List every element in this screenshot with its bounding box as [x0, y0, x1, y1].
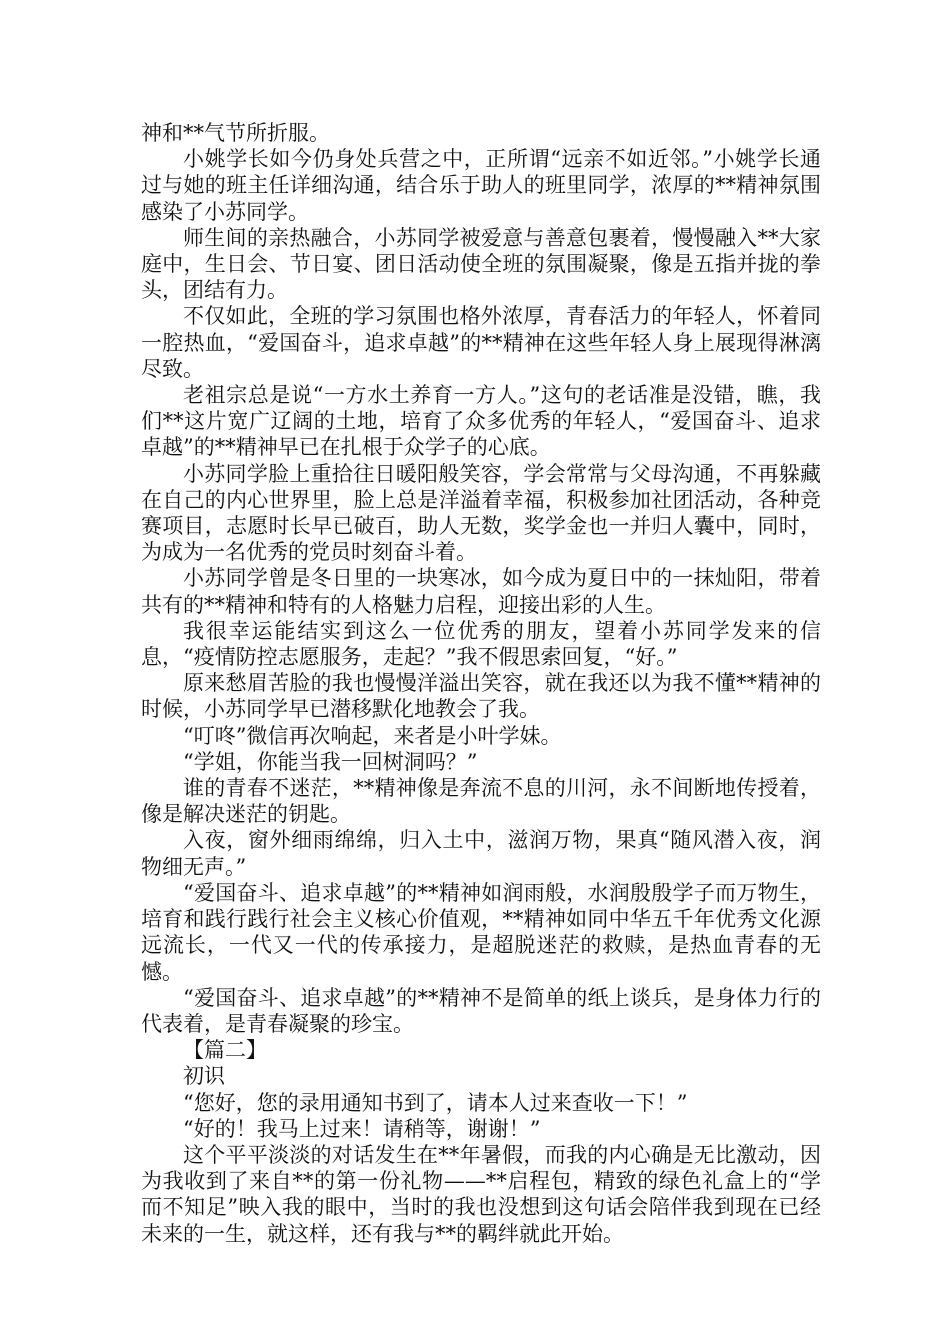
paragraph: “好的！我马上过来！请稍等，谢谢！” — [183, 1116, 541, 1141]
paragraph: 师生间的亲热融合，小苏同学被爱意与善意包裹着，慢慢融入**大家庭中，生日会、节日宴、团日活动使全班的氛围凝聚，像是五指并拢的拳头，团结有力。 — [141, 225, 821, 303]
paragraph: 小苏同学脸上重拾往日暖阳般笑容，学会常常与父母沟通，不再躲藏在自己的内心世界里，脸上总是洋溢着幸福，积极参加社团活动，各种竞赛项目，志愿时长早已破百，助人无数，奖学金也一并归人囊中，同时，为成为一名优秀的党员时刻奋斗着。 — [141, 461, 821, 565]
paragraph: 入夜，窗外细雨绵绵，归入土中，滋润万物，果真“随风潜入夜，润物细无声。” — [141, 828, 821, 879]
section-heading: 【篇二】 — [183, 1038, 267, 1063]
paragraph: “爱国奋斗、追求卓越”的**精神如润雨般，水润殷殷学子而万物生，培育和践行践行社会主义核心价值观，**精神如同中华五千年优秀文化源远流长，一代又一代的传承接力，是超脱迷茫的救赎，是热血青春的无憾。 — [141, 880, 821, 984]
paragraph: 老祖宗总是说“一方水土养育一方人。”这句的老话准是没错，瞧，我们**这片宽广辽阔的土地，培育了众多优秀的年轻人，“爱国奋斗、追求卓越”的**精神早已在扎根于众学子的心底。 — [141, 383, 821, 460]
paragraph: 谁的青春不迷茫，**精神像是奔流不息的川河，永不间断地传授着，像是解决迷茫的钥匙。 — [141, 776, 821, 827]
paragraph: 原来愁眉苦脸的我也慢慢洋溢出笑容，就在我还以为我不懂**精神的时候，小苏同学早已潜移默化地教会了我。 — [141, 671, 821, 722]
subsection-heading: 初识 — [183, 1064, 225, 1089]
paragraph: 小苏同学曾是冬日里的一块寒冰，如今成为夏日中的一抹灿阳，带着共有的**精神和特有的人格魅力启程，迎接出彩的人生。 — [141, 566, 821, 617]
paragraph: 我很幸运能结实到这么一位优秀的朋友，望着小苏同学发来的信息，“疫情防控志愿服务，走起？”我不假思索回复，“好。” — [141, 618, 821, 670]
paragraph: 这个平平淡淡的对话发生在**年暑假，而我的内心确是无比激动，因为我收到了来自**的第一份礼物——**启程包，精致的绿色礼盒上的“学而不知足”映入我的眼中，当时的我也没想到这句话会陪伴我到现在已经未来的一生，就这样，还有我与**的羁绊就此开始。 — [141, 1142, 821, 1246]
paragraph-continuation: 神和**气节所折服。 — [141, 121, 330, 145]
document-body — [141, 120, 821, 1247]
paragraph: 小姚学长如今仍身处兵营之中，正所谓“远亲不如近邻。”小姚学长通过与她的班主任详细沟通，结合乐于助人的班里同学，浓厚的**精神氛围感染了小苏同学。 — [141, 147, 821, 224]
paragraph: 不仅如此，全班的学习氛围也格外浓厚，青春活力的年轻人，怀着同一腔热血，“爱国奋斗，追求卓越”的**精神在这些年轻人身上展现得淋漓尽致。 — [141, 304, 821, 381]
paragraph: “您好，您的录用通知书到了，请本人过来查收一下！” — [183, 1090, 688, 1115]
paragraph: “学姐，你能当我一回树洞吗？” — [183, 749, 478, 774]
paragraph: “叮咚”微信再次响起，来者是小叶学妹。 — [183, 723, 562, 748]
paragraph: “爱国奋斗、追求卓越”的**精神不是简单的纸上谈兵，是身体力行的代表着，是青春凝聚的珍宝。 — [141, 985, 821, 1036]
